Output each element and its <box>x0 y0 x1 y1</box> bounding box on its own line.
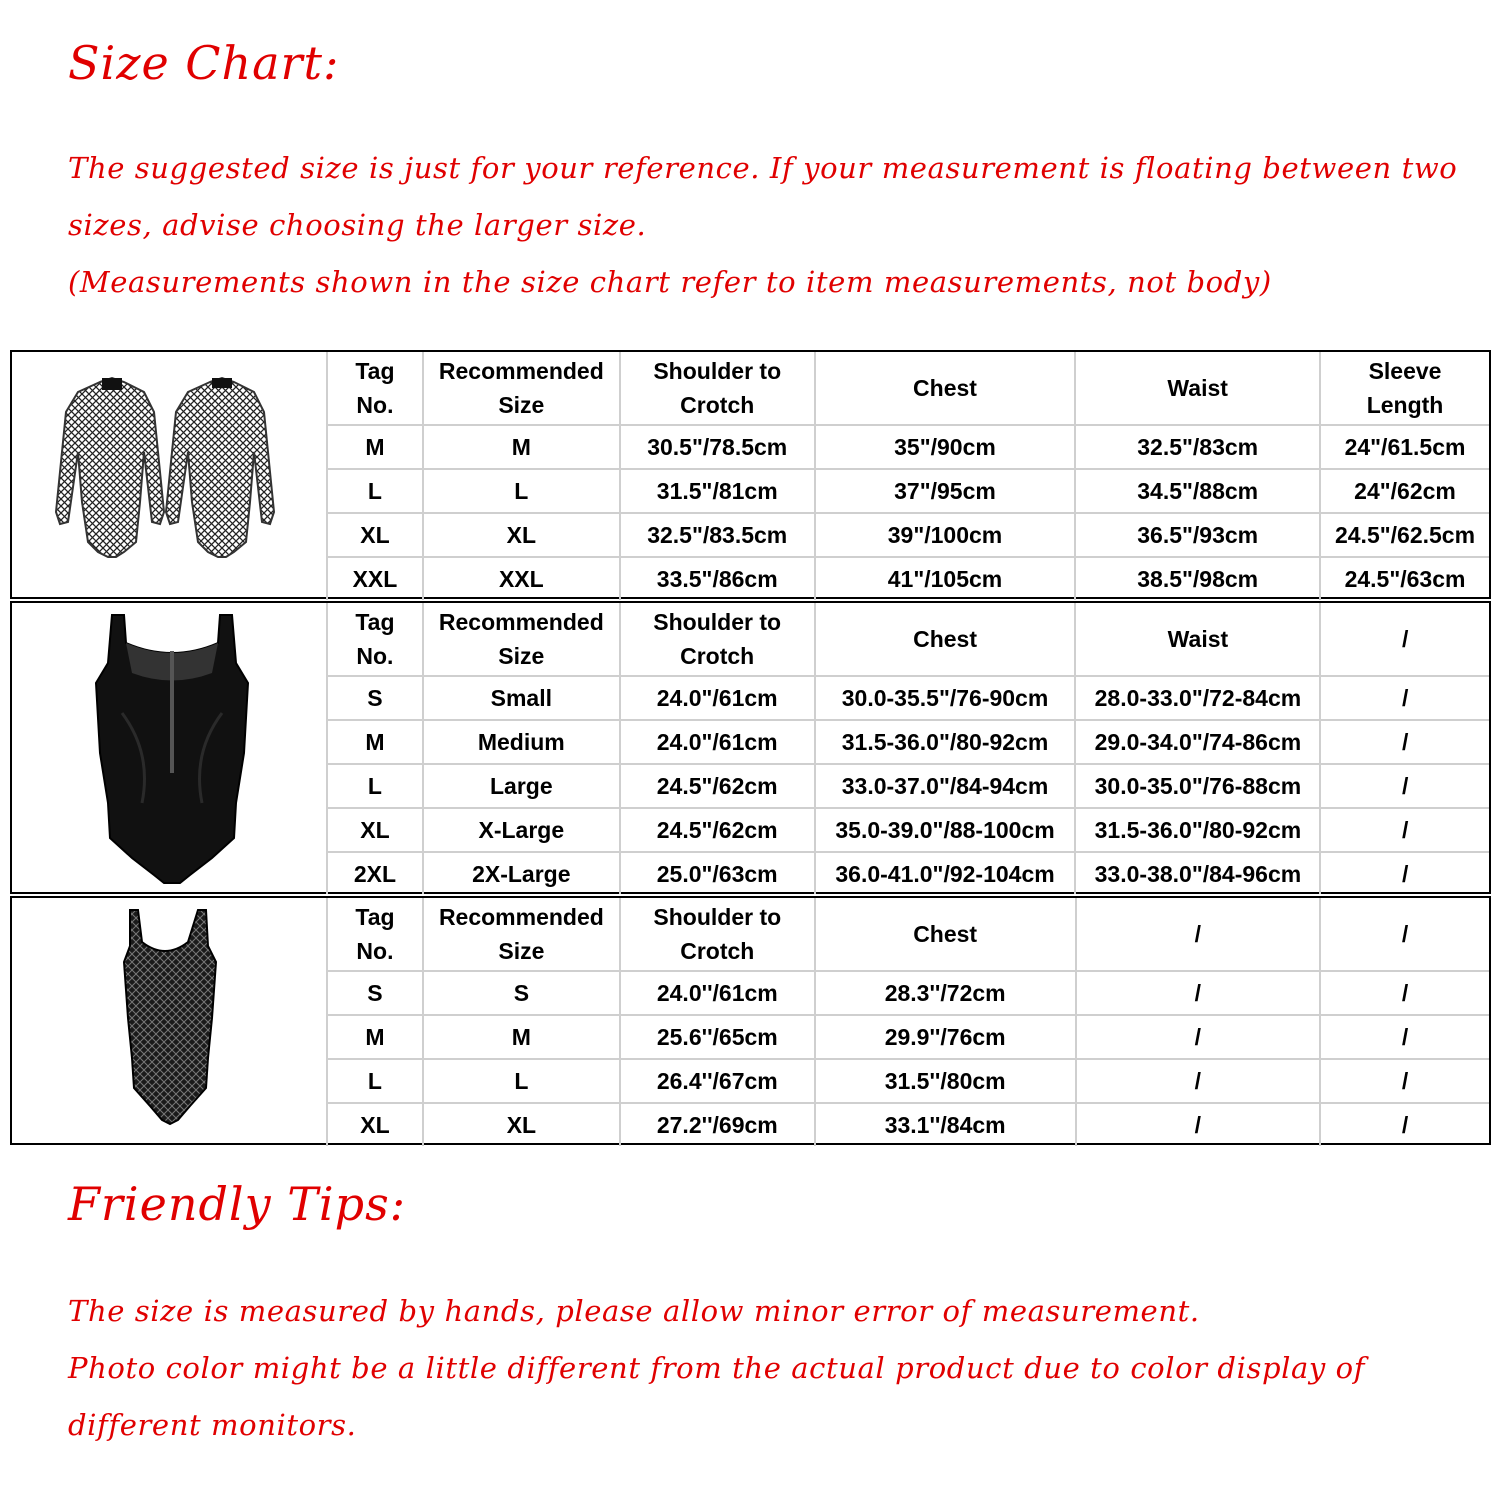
table-cell: 24"/61.5cm <box>1320 425 1489 469</box>
tips-line: Photo color might be a little different from the actual product due to color display of <box>68 1351 1366 1385</box>
table-cell: M <box>327 1015 423 1059</box>
header-cell: Recommended Size <box>423 603 620 676</box>
table-row <box>327 469 1489 513</box>
table-cell: 37"/95cm <box>815 469 1076 513</box>
product-image-sleeveless-bodysuit <box>12 603 326 892</box>
table-cell: L <box>423 1059 620 1103</box>
size-table-long-sleeve <box>10 350 1491 599</box>
header-cell: / <box>1320 603 1489 676</box>
page-title: Size Chart: <box>68 36 340 90</box>
size-table-grid <box>326 603 1489 894</box>
table-cell: S <box>327 971 423 1015</box>
table-cell: 31.5''/80cm <box>815 1059 1076 1103</box>
table-cell: XL <box>423 1103 620 1146</box>
table-cell: / <box>1076 1015 1321 1059</box>
product-image-fishnet-tank-bodysuit <box>12 898 326 1143</box>
tips-line: different monitors. <box>68 1408 357 1442</box>
table-cell: L <box>327 764 423 808</box>
table-row <box>327 852 1489 894</box>
table-row <box>327 676 1489 720</box>
table-cell: 30.5"/78.5cm <box>620 425 815 469</box>
table-cell: 29.0-34.0"/74-86cm <box>1075 720 1320 764</box>
size-table-sleeveless <box>10 601 1491 894</box>
header-cell: Chest <box>815 603 1076 676</box>
table-cell: / <box>1320 720 1489 764</box>
header-cell: Tag No. <box>327 352 423 425</box>
bodysuit-back-icon <box>166 378 274 557</box>
table-cell: 24.5"/62cm <box>620 764 815 808</box>
table-cell: / <box>1076 971 1321 1015</box>
table-cell: M <box>327 720 423 764</box>
table-cell: 2XL <box>327 852 423 894</box>
product-image-long-sleeve-bodysuit <box>12 352 326 597</box>
table-cell: XL <box>327 808 423 852</box>
tips-text <box>68 1283 1468 1454</box>
table-row <box>327 1015 1489 1059</box>
table-cell: L <box>327 1059 423 1103</box>
table-cell: 41"/105cm <box>815 557 1076 600</box>
table-row <box>327 1103 1489 1146</box>
bodysuit-front-icon <box>56 378 164 557</box>
table-cell: 39"/100cm <box>815 513 1076 557</box>
header-cell: Tag No. <box>327 603 423 676</box>
table-cell: 31.5"/81cm <box>620 469 815 513</box>
table-cell: 2X-Large <box>423 852 620 894</box>
table-cell: Medium <box>423 720 620 764</box>
table-cell: 31.5-36.0"/80-92cm <box>815 720 1076 764</box>
table-cell: Large <box>423 764 620 808</box>
intro-line: sizes, advise choosing the larger size. <box>68 208 647 242</box>
header-cell: Waist <box>1075 352 1320 425</box>
table-cell: 32.5"/83.5cm <box>620 513 815 557</box>
header-cell: Sleeve Length <box>1320 352 1489 425</box>
header-cell: Shoulder to Crotch <box>620 898 815 971</box>
header-cell: Recommended Size <box>423 898 620 971</box>
table-cell: M <box>423 1015 620 1059</box>
table-cell: XL <box>423 513 620 557</box>
table-cell: 24"/62cm <box>1320 469 1489 513</box>
header-cell: Chest <box>815 352 1076 425</box>
table-cell: 29.9''/76cm <box>815 1015 1076 1059</box>
table-cell: 33.1''/84cm <box>815 1103 1076 1146</box>
table-row <box>327 1059 1489 1103</box>
table-cell: / <box>1320 971 1489 1015</box>
table-cell: 30.0-35.5"/76-90cm <box>815 676 1076 720</box>
table-row <box>327 720 1489 764</box>
table-cell: 33.0-38.0"/84-96cm <box>1075 852 1320 894</box>
table-cell: 35.0-39.0"/88-100cm <box>815 808 1076 852</box>
table-cell: L <box>423 469 620 513</box>
header-cell: Shoulder to Crotch <box>620 352 815 425</box>
table-cell: 25.6''/65cm <box>620 1015 815 1059</box>
size-table-fishnet-tank <box>10 896 1491 1145</box>
header-cell: Waist <box>1075 603 1320 676</box>
table-row <box>327 764 1489 808</box>
table-cell: 24.0"/61cm <box>620 676 815 720</box>
intro-text <box>68 140 1468 311</box>
table-cell: 24.5"/62cm <box>620 808 815 852</box>
table-cell: X-Large <box>423 808 620 852</box>
table-cell: 28.0-33.0"/72-84cm <box>1075 676 1320 720</box>
table-cell: M <box>423 425 620 469</box>
table-row <box>327 971 1489 1015</box>
tips-line: The size is measured by hands, please allow minor error of measurement. <box>68 1294 1200 1328</box>
table-cell: 25.0"/63cm <box>620 852 815 894</box>
table-cell: XL <box>327 513 423 557</box>
fishnet-bodysuit-icon <box>124 910 216 1124</box>
table-cell: Small <box>423 676 620 720</box>
header-cell: Shoulder to Crotch <box>620 603 815 676</box>
header-cell: Recommended Size <box>423 352 620 425</box>
table-cell: M <box>327 425 423 469</box>
table-cell: S <box>423 971 620 1015</box>
table-cell: / <box>1320 676 1489 720</box>
table-cell: 33.5"/86cm <box>620 557 815 600</box>
table-cell: L <box>327 469 423 513</box>
table-cell: 38.5"/98cm <box>1075 557 1320 600</box>
table-cell: 32.5"/83cm <box>1075 425 1320 469</box>
table-cell: XXL <box>423 557 620 600</box>
table-cell: 36.5"/93cm <box>1075 513 1320 557</box>
header-cell: Chest <box>815 898 1076 971</box>
table-cell: / <box>1320 1103 1489 1146</box>
table-row <box>327 557 1489 600</box>
table-cell: 28.3''/72cm <box>815 971 1076 1015</box>
table-cell: XXL <box>327 557 423 600</box>
table-cell: / <box>1320 1059 1489 1103</box>
table-cell: 30.0-35.0"/76-88cm <box>1075 764 1320 808</box>
table-cell: 24.5"/63cm <box>1320 557 1489 600</box>
table-cell: 24.0''/61cm <box>620 971 815 1015</box>
table-row <box>327 513 1489 557</box>
header-cell: / <box>1076 898 1321 971</box>
table-row <box>327 808 1489 852</box>
table-cell: 35"/90cm <box>815 425 1076 469</box>
intro-line: (Measurements shown in the size chart refer to item measurements, not body) <box>68 265 1272 299</box>
tips-title: Friendly Tips: <box>68 1177 407 1231</box>
table-cell: 24.0"/61cm <box>620 720 815 764</box>
table-cell: 24.5"/62.5cm <box>1320 513 1489 557</box>
table-cell: 33.0-37.0"/84-94cm <box>815 764 1076 808</box>
table-cell: 36.0-41.0"/92-104cm <box>815 852 1076 894</box>
size-table-grid <box>326 352 1489 600</box>
table-cell: XL <box>327 1103 423 1146</box>
header-cell: Tag No. <box>327 898 423 971</box>
table-cell: / <box>1320 1015 1489 1059</box>
table-cell: / <box>1320 764 1489 808</box>
table-cell: / <box>1076 1059 1321 1103</box>
table-cell: 31.5-36.0"/80-92cm <box>1075 808 1320 852</box>
table-cell: / <box>1320 808 1489 852</box>
table-cell: S <box>327 676 423 720</box>
table-cell: 27.2''/69cm <box>620 1103 815 1146</box>
table-cell: / <box>1320 852 1489 894</box>
table-cell: 34.5"/88cm <box>1075 469 1320 513</box>
table-cell: 26.4''/67cm <box>620 1059 815 1103</box>
header-cell: / <box>1320 898 1489 971</box>
table-cell: / <box>1076 1103 1321 1146</box>
size-table-grid <box>326 898 1489 1146</box>
mesh-bodysuit-icon <box>96 615 248 883</box>
table-row <box>327 425 1489 469</box>
intro-line: The suggested size is just for your reference. If your measurement is floating between two <box>68 151 1458 185</box>
